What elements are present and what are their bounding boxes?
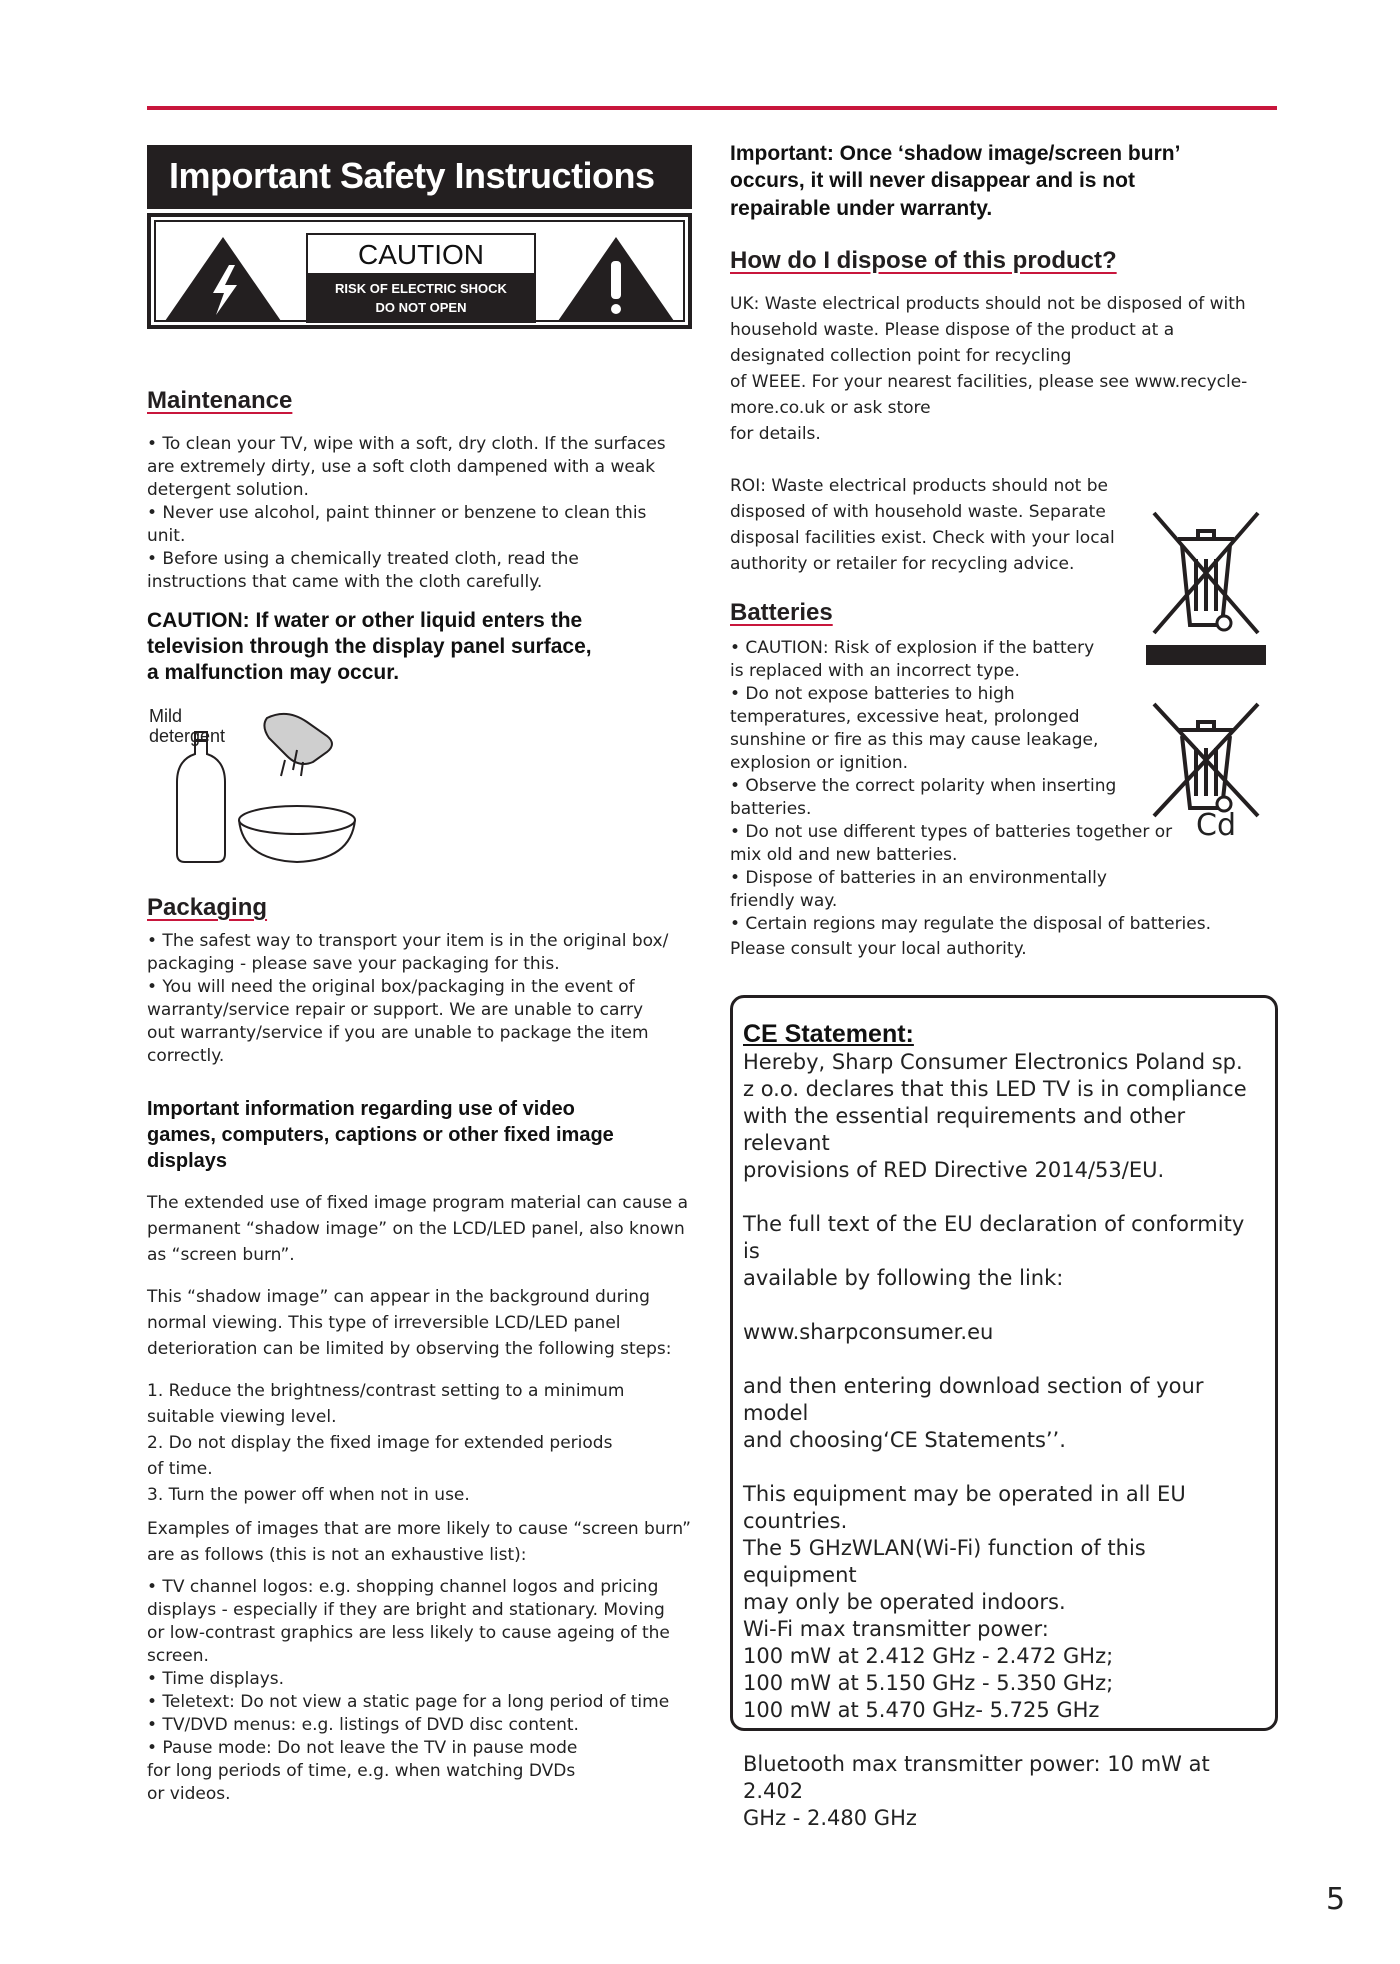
ce-bluetooth-info: Bluetooth max transmitter power: 10 mW at 2.402 GHz - 2.480 GHz	[743, 1752, 1210, 1830]
list-item: Please consult your local authority.	[730, 939, 1027, 959]
list-item: packaging - please save your packaging for this.	[147, 954, 560, 974]
fixed-image-para1: The extended use of fixed image program material can cause a permanent “shadow image” on the LCD/LED panel, also known as “screen burn”.	[147, 1193, 689, 1265]
list-item: explosion or ignition.	[730, 753, 909, 773]
list-item: friendly way.	[730, 891, 838, 911]
list-item: sunshine or fire as this may cause leakage,	[730, 730, 1099, 750]
list-item: temperatures, excessive heat, prolonged	[730, 707, 1080, 727]
list-item: • The safest way to transport your item is in the original box/	[147, 931, 669, 951]
list-item: • Pause mode: Do not leave the TV in pause mode	[147, 1738, 578, 1758]
ce-link[interactable]: www.sharpconsumer.eu	[743, 1320, 994, 1344]
screen-burn-warning: Important: Once ‘shadow image/screen burn’ occurs, it will never disappear and is not repairable under warranty.	[730, 142, 1181, 220]
list-item: • Certain regions may regulate the disposal of batteries.	[730, 914, 1211, 934]
list-item: • Before using a chemically treated cloth, read the	[147, 549, 579, 569]
list-item: • Time displays.	[147, 1669, 285, 1689]
exclamation-warning-icon	[554, 235, 678, 323]
ce-wifi-info: This equipment may be operated in all EU countries. The 5 GHzWLAN(Wi-Fi) function of this equipment may only be operated indoors. Wi-Fi max transmitter power: 100 mW at 2.412 GHz - 2.472 GHz; 100 mW at 5.150 GHz - 5.350 GHz; 100 mW at 5.470 GHz- 5.725 GHz	[743, 1482, 1186, 1722]
electric-shock-warning-icon	[161, 235, 285, 323]
list-item: • CAUTION: Risk of explosion if the battery	[730, 638, 1095, 658]
uk-disposal-text: UK: Waste electrical products should not be disposed of with household waste. Please dispose of the product at a designated collection point for recycling of WEEE. For your nearest facilities, please see www.recycle- more.co.uk or ask store for details.	[730, 294, 1248, 444]
list-item: or videos.	[147, 1784, 231, 1804]
detergent-icon	[147, 700, 367, 868]
list-item: • Teletext: Do not view a static page for a long period of time	[147, 1692, 670, 1712]
fixed-image-para2: This “shadow image” can appear in the background during normal viewing. This type of irreversible LCD/LED panel deterioration can be limited by observing the following steps:	[147, 1287, 672, 1359]
list-item: is replaced with an incorrect type.	[730, 661, 1020, 681]
cadmium-label: Cd	[1196, 808, 1236, 843]
list-item: • Do not expose batteries to high	[730, 684, 1015, 704]
ce-download-instructions: and then entering download section of your model and choosing‘CE Statements’’.	[743, 1374, 1204, 1452]
list-item: displays - especially if they are bright and stationary. Moving	[147, 1600, 665, 1620]
list-item: • Dispose of batteries in an environmentally	[730, 868, 1107, 888]
battery-bin-icon	[1146, 700, 1266, 820]
list-item: batteries.	[730, 799, 812, 819]
maintenance-list	[147, 433, 692, 594]
top-rule	[147, 106, 1277, 110]
list-item: • Never use alcohol, paint thinner or benzene to clean this	[147, 503, 647, 523]
detergent-illustration: Mild detergent	[147, 700, 692, 868]
list-item: mix old and new batteries.	[730, 845, 958, 865]
list-item: screen.	[147, 1646, 209, 1666]
list-item: detergent solution.	[147, 480, 309, 500]
weee-bin-icon	[1146, 505, 1266, 665]
left-column	[147, 145, 692, 1806]
list-item: • TV channel logos: e.g. shopping channel logos and pricing	[147, 1577, 659, 1597]
dispose-heading: How do I dispose of this product?	[730, 247, 1117, 274]
list-item: unit.	[147, 526, 186, 546]
ce-declaration: Hereby, Sharp Consumer Electronics Poland sp. z o.o. declares that this LED TV is in compliance with the essential requirements and other relevant provisions of RED Directive 2014/53/EU.	[743, 1050, 1247, 1182]
ce-conformity: The full text of the EU declaration of conformity is available by following the link:	[743, 1212, 1245, 1290]
list-item: • You will need the original box/packaging in the event of	[147, 977, 635, 997]
examples-intro: Examples of images that are more likely to cause “screen burn” are as follows (this is not an exhaustive list):	[147, 1519, 691, 1565]
ce-title: CE Statement:	[743, 1020, 914, 1048]
packaging-list	[147, 930, 692, 1068]
list-item: • To clean your TV, wipe with a soft, dry cloth. If the surfaces	[147, 434, 666, 454]
maintenance-heading: Maintenance	[147, 387, 293, 414]
list-item: correctly.	[147, 1046, 225, 1066]
ce-statement-box	[730, 995, 1278, 1830]
maintenance-caution: CAUTION: If water or other liquid enters the television through the display panel surface, a malfunction may occur.	[147, 609, 592, 684]
caution-panel	[147, 213, 692, 329]
roi-disposal-text: ROI: Waste electrical products should not be disposed of with household waste. Separate disposal facilities exist. Check with your local authority or retailer for recycling advice.	[730, 476, 1115, 574]
batteries-heading: Batteries	[730, 599, 833, 626]
list-item: out warranty/service if you are unable to package the item	[147, 1023, 649, 1043]
list-item: • TV/DVD menus: e.g. listings of DVD disc content.	[147, 1715, 579, 1735]
packaging-heading: Packaging	[147, 894, 268, 921]
page-number: 5	[1326, 1882, 1346, 1917]
list-item: for long periods of time, e.g. when watching DVDs	[147, 1761, 576, 1781]
page-title: Important Safety Instructions	[147, 145, 692, 209]
list-item: or low-contrast graphics are less likely to cause ageing of the	[147, 1623, 670, 1643]
fixed-image-heading: Important information regarding use of video games, computers, captions or other fixed image displays	[147, 1098, 614, 1172]
list-item: • Observe the correct polarity when inserting	[730, 776, 1117, 796]
list-item: instructions that came with the cloth carefully.	[147, 572, 543, 592]
list-item: • Do not use different types of batteries together or	[730, 822, 1173, 842]
list-item: warranty/service repair or support. We are unable to carry	[147, 1000, 644, 1020]
list-item: are extremely dirty, use a soft cloth dampened with a weak	[147, 457, 656, 477]
fixed-image-steps: 1. Reduce the brightness/contrast setting to a minimum suitable viewing level. 2. Do not display the fixed image for extended periods of time. 3. Turn the power off when not in use.	[147, 1381, 625, 1505]
examples-list	[147, 1576, 692, 1806]
caution-label: CAUTION RISK OF ELECTRIC SHOCK DO NOT OPEN	[306, 233, 536, 323]
